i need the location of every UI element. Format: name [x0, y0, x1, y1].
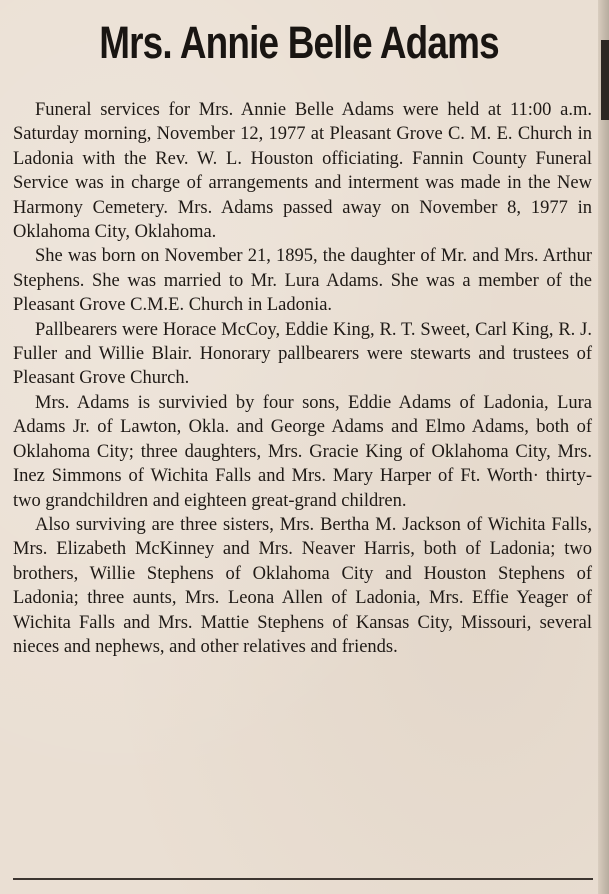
paragraph-survivors-relatives: Also surviving are three sisters, Mrs. Bertha M. Jackson of Wichita Falls, Mrs. Elizabeth McKinney and Mrs. Neaver Harris, both of Ladonia; two brothers, Willie Stephens of Oklahoma City and Houston Stephens of Ladonia; three aunts, Mrs. Leona Allen of Ladonia, Mrs. Effie Yeager of Wichita Falls and Mrs. Mattie Stephens of Kansas City, Missouri, several nieces and nephews, and other relatives and friends.: [13, 514, 592, 657]
paragraph-pallbearers: Pallbearers were Horace McCoy, Eddie King, R. T. Sweet, Carl King, R. J. Fuller and Willie Blair. Honorary pallbearers were stewarts and trustees of Pleasant Grove Church.: [13, 319, 592, 389]
paragraph-survivors-children: Mrs. Adams is survivied by four sons, Eddie Adams of Ladonia, Lura Adams Jr. of Lawton, Okla. and George Adams and Elmo Adams, both of Oklahoma City; three daughters, Mrs. Gracie King of Oklahoma City, Mrs. Inez Simmons of Wichita Falls and Mrs. Mary Harper of Ft. Worth· thirty-two grandchildren and eighteen great-grand children.: [13, 392, 592, 511]
paragraph-funeral-services: Funeral services for Mrs. Annie Belle Adams were held at 11:00 a.m. Saturday morning, November 12, 1977 at Pleasant Grove C. M. E. Church in Ladonia with the Rev. W. L. Houston officiating. Fannin County Funeral Service was in charge of arrangements and interment was made in the New Harmony Cemetery. Mrs. Adams passed away on November 8, 1977 in Oklahoma City, Oklahoma.: [13, 100, 592, 243]
bottom-rule: [13, 878, 593, 880]
obituary-body: [13, 98, 592, 659]
obituary-headline: Mrs. Annie Belle Adams: [99, 17, 499, 68]
paragraph-birth: She was born on November 21, 1895, the daughter of Mr. and Mrs. Arthur Stephens. She was married to Mr. Lura Adams. She was a member of the Pleasant Grove C.M.E. Church in Ladonia.: [13, 246, 592, 316]
page-edge-shadow: [601, 40, 609, 120]
page-edge: [598, 0, 609, 894]
